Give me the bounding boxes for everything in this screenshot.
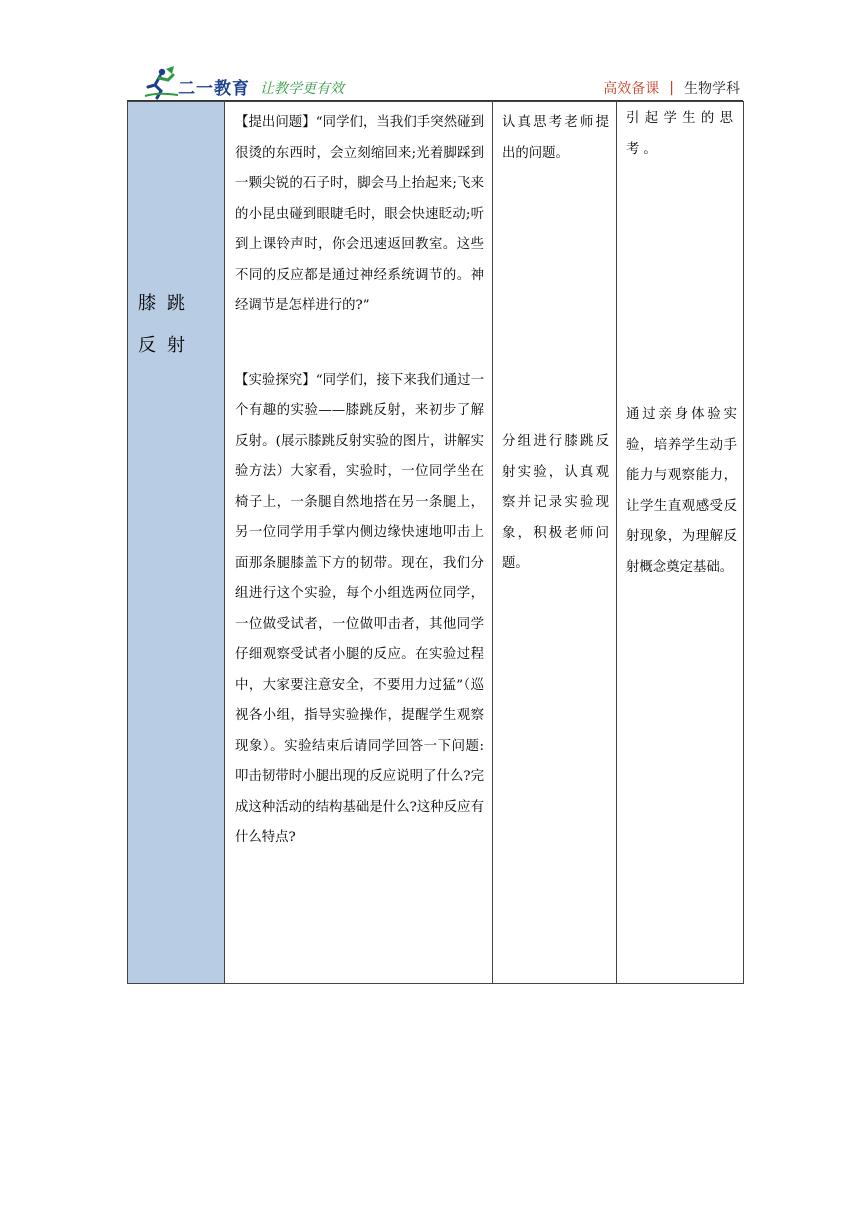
logo	[140, 66, 260, 100]
topic-cell	[128, 102, 225, 984]
runner-icon	[140, 66, 180, 100]
logo-text: 二一教育	[178, 79, 250, 99]
topic-label: 膝跳反射	[138, 292, 196, 356]
design-purpose-cell	[617, 102, 744, 984]
header-right	[603, 78, 740, 98]
student-activity-2: 分组进行膝跳反射实验，认真观察并记录实验现象，积极老师问题。	[502, 434, 609, 571]
table-row	[128, 102, 744, 984]
teacher-activity-cell	[225, 102, 493, 984]
page-header	[140, 66, 740, 100]
design-purpose-1: 引起学生的思考。	[626, 111, 737, 157]
slogan: 让教学更有效	[260, 81, 344, 97]
teacher-activity-1: 【提出问题】“同学们，当我们手突然碰到很烫的东西时，会立刻缩回来;光着脚踩到一颗尖锐的石子时，脚会马上抬起来;飞来的小昆虫碰到眼睫毛时，眼会快速眨动;听到上课铃声时，你会迅速返回教室。这些不同的反应都是通过神经系统调节的。神经调节是怎样进行的?”	[235, 115, 484, 313]
student-activity-1: 认真思考老师提出的问题。	[502, 115, 609, 161]
design-purpose-2: 通过亲身体验实验，培养学生动手能力与观察能力，让学生直观感受反射现象，为理解反射概念奠定基础。	[626, 407, 737, 575]
student-activity-cell	[493, 102, 617, 984]
header-subject: 生物学科	[684, 81, 740, 97]
teacher-activity-2: 【实验探究】“同学们，接下来我们通过一个有趣的实验——膝跳反射，来初步了解反射。(展示膝跳反射实验的图片，讲解实验方法）大家看，实验时，一位同学坐在椅子上，一条腿自然地搭在另一条腿上，另一位同学用手掌内侧边缘快速地叩击上面那条腿膝盖下方的韧带。现在，我们分组进行这个实验，每个小组选两位同学，一位做受试者，一位做叩击者，其他同学仔细观察受试者小腿的反应。在实验过程中，大家要注意安全，不要用力过猛”（巡视各小组，指导实验操作，提醒学生观察现象）。实验结束后请同学回答一下问题:叩击韧带时小腿出现的反应说明了什么?完成这种活动的结构基础是什么?这种反应有什么特点?	[235, 372, 484, 845]
lesson-table	[127, 101, 744, 984]
header-brand: 高效备课	[603, 81, 660, 97]
header-separator: |	[669, 80, 674, 96]
